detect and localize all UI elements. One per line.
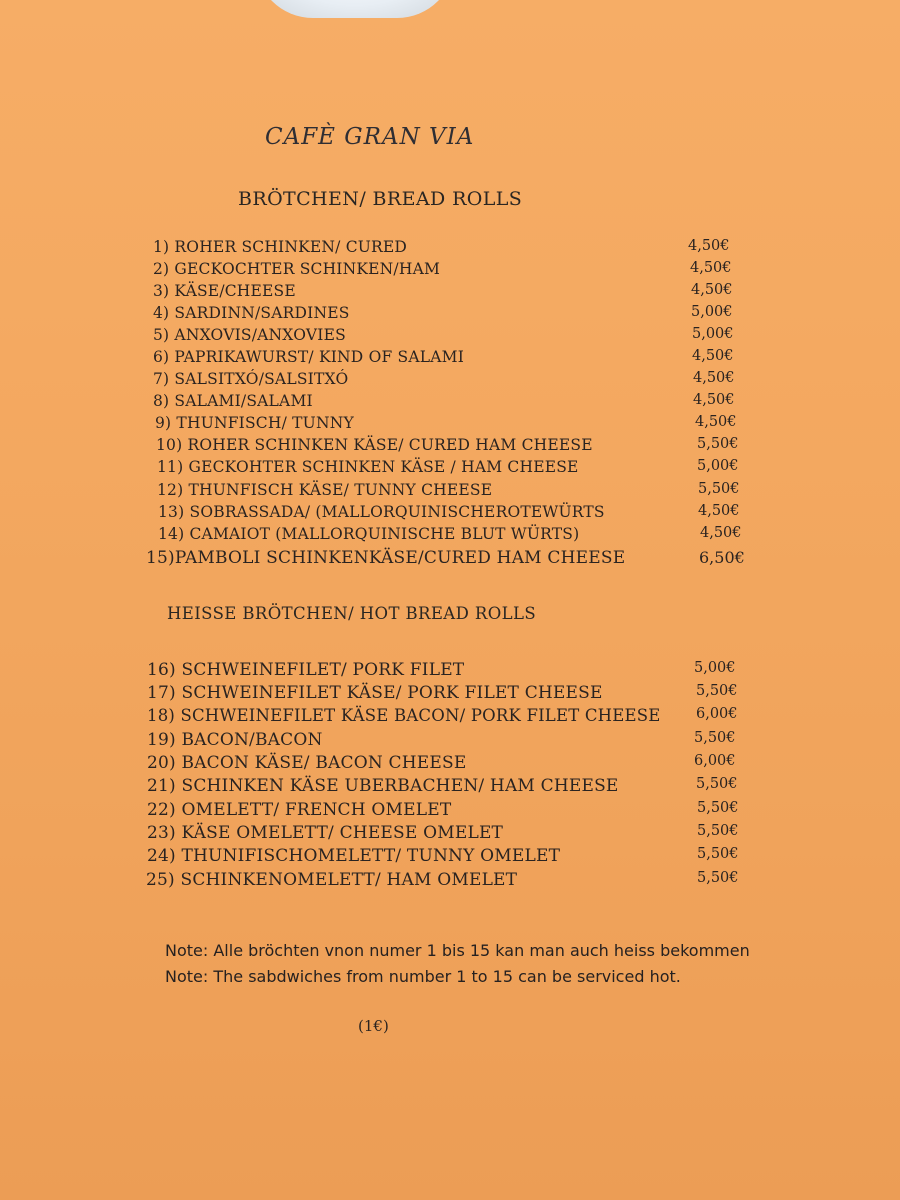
item-label: 15)PAMBOLI SCHINKENKÄSE/CURED HAM CHEESE — [146, 548, 626, 568]
item-price: 5,50€ — [696, 776, 738, 792]
item-price: 5,50€ — [697, 823, 739, 839]
item-label: 6) PAPRIKAWURST/ KIND OF SALAMI — [153, 348, 465, 366]
menu-item — [0, 392, 900, 416]
menu-item — [0, 414, 900, 438]
item-price: 5,50€ — [697, 846, 739, 862]
item-price: 5,50€ — [694, 730, 736, 746]
menu-item — [0, 800, 900, 824]
menu-item — [0, 525, 900, 549]
section-title-bread-rolls: BRÖTCHEN/ BREAD ROLLS — [238, 188, 523, 210]
item-price: 4,50€ — [690, 260, 732, 276]
menu-item — [0, 706, 900, 730]
item-label: 11) GECKOHTER SCHINKEN KÄSE / HAM CHEESE — [157, 458, 579, 476]
item-price: 5,00€ — [694, 660, 736, 676]
item-price: 4,50€ — [700, 525, 742, 541]
item-price: 5,50€ — [697, 436, 739, 452]
notes — [165, 938, 750, 990]
menu-item — [0, 370, 900, 394]
menu-item — [0, 870, 900, 894]
item-price: 5,00€ — [697, 458, 739, 474]
item-label: 20) BACON KÄSE/ BACON CHEESE — [147, 753, 467, 773]
item-label: 3) KÄSE/CHEESE — [153, 282, 296, 300]
item-price: 4,50€ — [692, 348, 734, 364]
menu-item — [0, 458, 900, 482]
menu-item — [0, 846, 900, 870]
cafe-title: CAFÈ GRAN VIA — [265, 124, 475, 150]
item-label: 14) CAMAIOT (MALLORQUINISCHE BLUT WÜRTS) — [158, 525, 580, 543]
item-price: 4,50€ — [698, 503, 740, 519]
item-label: 2) GECKOCHTER SCHINKEN/HAM — [153, 260, 441, 278]
menu-item — [0, 730, 900, 754]
item-price: 5,50€ — [697, 870, 739, 886]
item-label: 8) SALAMI/SALAMI — [153, 392, 313, 410]
item-label: 25) SCHINKENOMELETT/ HAM OMELET — [146, 870, 518, 890]
menu-item — [0, 304, 900, 328]
item-label: 7) SALSITXÓ/SALSITXÓ — [153, 370, 349, 388]
menu-item — [0, 776, 900, 800]
menu-item — [0, 753, 900, 777]
item-label: 12) THUNFISCH KÄSE/ TUNNY CHEESE — [157, 481, 493, 499]
item-label: 24) THUNIFISCHOMELETT/ TUNNY OMELET — [147, 846, 561, 866]
item-label: 10) ROHER SCHINKEN KÄSE/ CURED HAM CHEESE — [156, 436, 593, 454]
item-label: 4) SARDINN/SARDINES — [153, 304, 350, 322]
item-price: 5,50€ — [697, 800, 739, 816]
item-label: 1) ROHER SCHINKEN/ CURED — [153, 238, 408, 256]
item-label: 5) ANXOVIS/ANXOVIES — [153, 326, 346, 344]
item-price: 4,50€ — [693, 392, 735, 408]
item-price: 4,50€ — [688, 238, 730, 254]
item-label: 16) SCHWEINEFILET/ PORK FILET — [147, 660, 465, 680]
item-price: 6,50€ — [699, 548, 745, 567]
item-price: 5,50€ — [698, 481, 740, 497]
surcharge-note: (1€) — [358, 1017, 389, 1035]
item-price: 4,50€ — [691, 282, 733, 298]
menu-item — [0, 238, 900, 262]
menu-item — [0, 436, 900, 460]
item-price: 4,50€ — [695, 414, 737, 430]
menu-item — [0, 660, 900, 684]
item-price: 6,00€ — [696, 706, 738, 722]
item-label: 9) THUNFISCH/ TUNNY — [155, 414, 354, 432]
note-german: Note: Alle bröchten vnon numer 1 bis 15 kan man auch heiss bekommen — [165, 941, 750, 960]
item-label: 13) SOBRASSADA/ (MALLORQUINISCHEROTEWÜRTS — [158, 503, 605, 521]
item-price: 4,50€ — [693, 370, 735, 386]
item-price: 5,00€ — [692, 326, 734, 342]
item-price: 6,00€ — [694, 753, 736, 769]
menu-item — [0, 348, 900, 372]
menu-item — [0, 481, 900, 505]
item-label: 18) SCHWEINEFILET KÄSE BACON/ PORK FILET CHEESE — [147, 706, 661, 725]
item-label: 17) SCHWEINEFILET KÄSE/ PORK FILET CHEESE — [147, 683, 603, 703]
section-title-hot-bread-rolls: HEISSE BRÖTCHEN/ HOT BREAD ROLLS — [167, 604, 537, 623]
item-price: 5,00€ — [691, 304, 733, 320]
menu-item — [0, 282, 900, 306]
menu-item — [0, 326, 900, 350]
item-label: 23) KÄSE OMELETT/ CHEESE OMELET — [147, 823, 504, 843]
menu-item — [0, 823, 900, 847]
item-label: 21) SCHINKEN KÄSE UBERBACHEN/ HAM CHEESE — [147, 776, 619, 796]
item-label: 22) OMELETT/ FRENCH OMELET — [147, 800, 452, 820]
menu-item — [0, 683, 900, 707]
note-english: Note: The sabdwiches from number 1 to 15 can be serviced hot. — [165, 967, 681, 986]
item-price: 5,50€ — [696, 683, 738, 699]
menu-item — [0, 548, 900, 572]
menu-item — [0, 503, 900, 527]
menu-item — [0, 260, 900, 284]
item-label: 19) BACON/BACON — [147, 730, 323, 750]
